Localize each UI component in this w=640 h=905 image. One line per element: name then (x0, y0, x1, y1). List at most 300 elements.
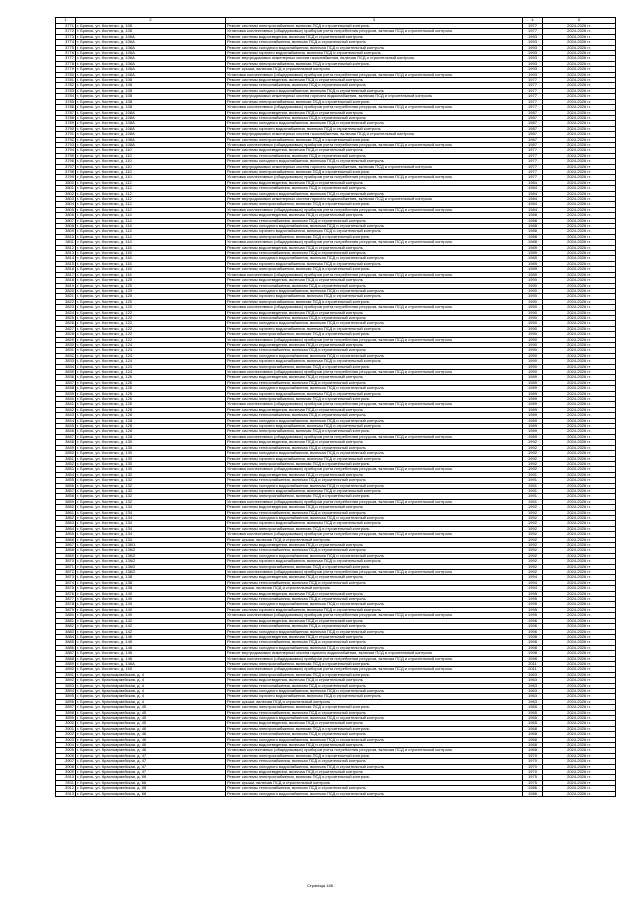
year-cell: 1984 (523, 197, 543, 202)
address-cell: г. Брянск, ул. Костенко, д. 146 (76, 634, 226, 639)
period-cell: 2024-2026 гг. (543, 780, 616, 785)
period-cell: 2024-2026 гг. (543, 348, 616, 353)
work-type-cell: Ремонт системы электроснабжения, включая ПСД и строительный контроль (226, 753, 523, 758)
year-cell: 1993 (523, 34, 543, 39)
year-cell: 1975 (523, 775, 543, 780)
year-cell: 1992 (523, 461, 543, 466)
row-index-cell: 3839 (56, 391, 76, 396)
work-type-cell: Ремонт системы водоотведения, включая ПСД и строительный контроль (226, 375, 523, 380)
row-index-cell: 3910 (56, 775, 76, 780)
work-type-cell: Ремонт системы холодного водоснабжения, включая ПСД и строительный контроль (226, 121, 523, 126)
year-cell: 1986 (523, 791, 543, 796)
work-type-cell: Ремонт системы холодного водоснабжения, включая ПСД и строительный контроль (226, 191, 523, 196)
period-cell: 2024-2026 гг. (543, 710, 616, 715)
table-row (56, 672, 616, 677)
period-cell: 2024-2026 гг. (543, 661, 616, 666)
address-cell: г. Брянск, ул. Костенко, д. 110 (76, 169, 226, 174)
period-cell: 2024-2026 гг. (543, 716, 616, 721)
work-type-cell: Ремонт системы горячего водоснабжения, включая ПСД и строительный контроль (226, 229, 523, 234)
period-cell: 2024-2026 гг. (543, 94, 616, 99)
row-index-cell: 3858 (56, 494, 76, 499)
period-cell: 2024-2026 гг. (543, 451, 616, 456)
work-type-cell: Ремонт системы электроснабжения, включая ПСД и строительный контроль (226, 775, 523, 780)
year-cell: 1998 (523, 651, 543, 656)
year-cell: 1977 (523, 99, 543, 104)
work-type-cell: Установка коллективных (общедомовых) приборов учета потребления ресурсов, включая ПСД и строительный контроль (226, 667, 523, 672)
work-type-cell: Ремонт системы холодного водоснабжения, включая ПСД и строительный контроль (226, 737, 523, 742)
row-index-cell: 3875 (56, 586, 76, 591)
row-index-cell: 3865 (56, 532, 76, 537)
period-cell: 2024-2026 гг. (543, 586, 616, 591)
year-cell: 1989 (523, 418, 543, 423)
row-index-cell: 3854 (56, 472, 76, 477)
row-index-cell: 3899 (56, 716, 76, 721)
row-index-cell: 3811 (56, 240, 76, 245)
work-type-cell: Установка коллективных (общедомовых) приборов учета потребления ресурсов, включая ПСД и строительный контроль (226, 613, 523, 618)
period-cell: 2024-2026 гг. (543, 764, 616, 769)
table-row (56, 721, 616, 726)
period-cell: 2024-2026 гг. (543, 315, 616, 320)
work-type-cell: Установка коллективных (общедомовых) приборов учета потребления ресурсов, включая ПСД и строительный контроль (226, 434, 523, 439)
address-cell: г. Брянск, ул. Красноармейская, д. 4 (76, 683, 226, 688)
address-cell: г. Брянск, ул. Красноармейская, д. 4 (76, 694, 226, 699)
address-cell: г. Брянск, ул. Костенко, д. 124 (76, 353, 226, 358)
work-type-cell: Ремонт системы теплоснабжения, включая ПСД и строительный контроль (226, 40, 523, 45)
work-type-cell: Ремонт системы электроснабжения, включая ПСД и строительный контроль (226, 705, 523, 710)
row-index-cell: 3822 (56, 299, 76, 304)
table-row (56, 775, 616, 780)
work-type-cell: Ремонт системы водоотведения, включая ПСД и строительный контроль (226, 618, 523, 623)
year-cell: 1989 (523, 256, 543, 261)
program-table-body (56, 18, 616, 797)
year-cell: 1977 (523, 105, 543, 110)
year-cell: 1977 (523, 164, 543, 169)
period-cell: 2024-2026 гг. (543, 213, 616, 218)
period-cell: 2024-2026 гг. (543, 624, 616, 629)
year-cell: 1977 (523, 29, 543, 34)
row-index-cell: 3823 (56, 305, 76, 310)
row-index-cell: 3794 (56, 148, 76, 153)
period-cell: 2024-2026 гг. (543, 732, 616, 737)
work-type-cell: Установка коллективных (общедомовых) приборов учета потребления ресурсов, включая ПСД и строительный контроль (226, 142, 523, 147)
address-cell: г. Брянск, ул. Костенко, д. 136/2 (76, 570, 226, 575)
year-cell: 1975 (523, 780, 543, 785)
year-cell: 1988 (523, 218, 543, 223)
period-cell: 2024-2026 гг. (543, 380, 616, 385)
period-cell: 2024-2026 гг. (543, 597, 616, 602)
work-type-cell: Ремонт системы теплоснабжения, включая ПСД и строительный контроль (226, 478, 523, 483)
work-type-cell: Ремонт системы теплоснабжения, включая ПСД и строительный контроль (226, 445, 523, 450)
year-cell: 1989 (523, 424, 543, 429)
year-cell: 1965 (523, 705, 543, 710)
year-cell: 1992 (523, 467, 543, 472)
work-type-cell: Ремонт внутридомовых инженерных систем газоснабжения, включая ПСД и строительный контроль (226, 56, 523, 61)
row-index-cell: 3844 (56, 418, 76, 423)
row-index-cell: 3832 (56, 353, 76, 358)
row-index-cell: 3904 (56, 743, 76, 748)
period-cell: 2024-2026 гг. (543, 288, 616, 293)
work-type-cell: Ремонт системы горячего водоснабжения, включая ПСД и строительный контроль (226, 261, 523, 266)
row-index-cell: 3834 (56, 364, 76, 369)
year-cell: 1989 (523, 391, 543, 396)
row-index-cell: 3781 (56, 78, 76, 83)
address-cell: г. Брянск, ул. Костенко, д. 140 (76, 597, 226, 602)
address-cell: г. Брянск, ул. Костенко, д. 130 (76, 456, 226, 461)
address-cell: г. Брянск, ул. Костенко, д. 130 (76, 467, 226, 472)
address-cell: г. Брянск, ул. Костенко, д. 130 (76, 445, 226, 450)
period-cell: 2024-2026 гг. (543, 110, 616, 115)
row-index-cell: 3862 (56, 515, 76, 520)
work-type-cell: Ремонт внутридомовых инженерных систем горячего водоснабжения, включая ПСД и строительный контроль (226, 164, 523, 169)
period-cell: 2024-2026 гг. (543, 591, 616, 596)
period-cell: 2024-2026 гг. (543, 440, 616, 445)
address-cell: г. Брянск, ул. Костенко, д. 110 (76, 159, 226, 164)
year-cell: 1989 (523, 272, 543, 277)
table-row (56, 791, 616, 796)
work-type-cell: Ремонт системы холодного водоснабжения, включая ПСД и строительный контроль (226, 288, 523, 293)
address-cell: г. Брянск, ул. Костенко, д. 124 (76, 359, 226, 364)
row-index-cell: 3889 (56, 661, 76, 666)
period-cell: 2024-2026 гг. (543, 526, 616, 531)
work-type-cell: Ремонт системы электроснабжения, включая ПСД и строительный контроль (226, 137, 523, 142)
period-cell: 2024-2026 гг. (543, 278, 616, 283)
address-cell: г. Брянск, ул. Костенко, д. 132 (76, 494, 226, 499)
period-cell: 2024-2026 гг. (543, 505, 616, 510)
period-cell: 2024-2026 гг. (543, 413, 616, 418)
row-index-cell: 3893 (56, 683, 76, 688)
row-index-cell: 3779 (56, 67, 76, 72)
row-index-cell: 3789 (56, 121, 76, 126)
table-row (56, 743, 616, 748)
period-cell: 2024-2026 гг. (543, 386, 616, 391)
period-cell: 2024-2026 гг. (543, 202, 616, 207)
address-cell: г. Брянск, ул. Красноармейская, д. 4 (76, 678, 226, 683)
year-cell: 1977 (523, 83, 543, 88)
work-type-cell: Ремонт системы электроснабжения, включая ПСД и строительный контроль (226, 299, 523, 304)
period-cell: 2024-2026 гг. (543, 153, 616, 158)
year-cell: 1984 (523, 207, 543, 212)
address-cell: г. Брянск, ул. Костенко, д. 146А (76, 661, 226, 666)
work-type-cell: Установка коллективных (общедомовых) приборов учета потребления ресурсов, включая ПСД и строительный контроль (226, 272, 523, 277)
period-cell: 2024-2026 гг. (543, 310, 616, 315)
period-cell: 2024-2026 гг. (543, 564, 616, 569)
period-cell: 2024-2026 гг. (543, 121, 616, 126)
year-cell: 1984 (523, 186, 543, 191)
work-type-cell: Ремонт системы электроснабжения, включая ПСД и строительный контроль (226, 169, 523, 174)
row-index-cell: 3778 (56, 61, 76, 66)
row-index-cell: 3852 (56, 461, 76, 466)
row-index-cell: 3888 (56, 656, 76, 661)
address-cell: г. Брянск, ул. Костенко, д. 120 (76, 305, 226, 310)
work-type-cell: Установка коллективных (общедомовых) приборов учета потребления ресурсов, включая ПСД и строительный контроль (226, 240, 523, 245)
year-cell: 1989 (523, 261, 543, 266)
row-index-cell: 3842 (56, 407, 76, 412)
address-cell: г. Брянск, ул. Красноармейская, д. 47 (76, 770, 226, 775)
address-cell: г. Брянск, ул. Костенко, д. 110 (76, 148, 226, 153)
period-cell: 2024-2026 гг. (543, 667, 616, 672)
year-cell: 1977 (523, 148, 543, 153)
work-type-cell: Ремонт системы холодного водоснабжения, включая ПСД и строительный контроль (226, 553, 523, 558)
year-cell: 1994 (523, 586, 543, 591)
row-index-cell: 3831 (56, 348, 76, 353)
row-index-cell: 3857 (56, 488, 76, 493)
row-index-cell: 3826 (56, 321, 76, 326)
address-cell: г. Брянск, ул. Костенко, д. 108 (76, 94, 226, 99)
row-index-cell: 3867 (56, 543, 76, 548)
work-type-cell: Ремонт системы холодного водоснабжения, включая ПСД и строительный контроль (226, 688, 523, 693)
row-index-cell: 3840 (56, 397, 76, 402)
row-index-cell: 3873 (56, 575, 76, 580)
work-type-cell: Ремонт системы водоотведения, включая ПСД и строительный контроль (226, 245, 523, 250)
row-index-cell: 3879 (56, 607, 76, 612)
period-cell: 2024-2026 гг. (543, 321, 616, 326)
period-cell: 2024-2026 гг. (543, 353, 616, 358)
row-index-cell: 3806 (56, 213, 76, 218)
column-number: 2 (76, 18, 226, 24)
work-type-cell: Ремонт системы водоотведения, включая ПСД и строительный контроль (226, 440, 523, 445)
address-cell: г. Брянск, ул. Костенко, д. 106 (76, 24, 226, 29)
address-cell: г. Брянск, ул. Костенко, д. 130 (76, 461, 226, 466)
row-index-cell: 3799 (56, 175, 76, 180)
work-type-cell: Ремонт системы холодного водоснабжения, включая ПСД и строительный контроль (226, 791, 523, 796)
period-cell: 2024-2026 гг. (543, 770, 616, 775)
work-type-cell: Ремонт крыши, включая ПСД и строительный контроль (226, 780, 523, 785)
address-cell: г. Брянск, ул. Костенко, д. 116 (76, 251, 226, 256)
address-cell: г. Брянск, ул. Костенко, д. 132 (76, 478, 226, 483)
row-index-cell: 3905 (56, 748, 76, 753)
row-index-cell: 3804 (56, 202, 76, 207)
year-cell: 1990 (523, 337, 543, 342)
row-index-cell: 3883 (56, 629, 76, 634)
year-cell: 1990 (523, 299, 543, 304)
year-cell: 1995 (523, 602, 543, 607)
address-cell: г. Брянск, ул. Красноармейская, д. 4 (76, 688, 226, 693)
period-cell: 2024-2026 гг. (543, 548, 616, 553)
period-cell: 2024-2026 гг. (543, 34, 616, 39)
period-cell: 2024-2026 гг. (543, 326, 616, 331)
table-row (56, 764, 616, 769)
year-cell: 1994 (523, 575, 543, 580)
row-index-cell: 3855 (56, 478, 76, 483)
work-type-cell: Ремонт системы электроснабжения, включая ПСД и строительный контроль (226, 332, 523, 337)
work-type-cell: Ремонт внутридомовых инженерных систем горячего водоснабжения, включая ПСД и строительный контроль (226, 94, 523, 99)
row-index-cell: 3884 (56, 634, 76, 639)
column-number: 1 (56, 18, 76, 24)
address-cell: г. Брянск, ул. Костенко, д. 138 (76, 580, 226, 585)
work-type-cell: Ремонт системы электроснабжения, включая ПСД и строительный контроль (226, 397, 523, 402)
work-type-cell: Ремонт системы горячего водоснабжения, включая ПСД и строительный контроль (226, 607, 523, 612)
address-cell: г. Брянск, ул. Костенко, д. 116 (76, 245, 226, 250)
address-cell: г. Брянск, ул. Костенко, д. 114 (76, 218, 226, 223)
address-cell: г. Брянск, ул. Костенко, д. 116 (76, 256, 226, 261)
row-index-cell: 3853 (56, 467, 76, 472)
address-cell: г. Брянск, ул. Костенко, д. 146 (76, 651, 226, 656)
work-type-cell: Ремонт системы электроснабжения, включая ПСД и строительный контроль (226, 526, 523, 531)
year-cell: 1991 (523, 472, 543, 477)
work-type-cell: Ремонт системы электроснабжения, включая ПСД и строительный контроль (226, 672, 523, 677)
period-cell: 2024-2026 гг. (543, 618, 616, 623)
work-type-cell: Ремонт системы электроснабжения, включая ПСД и строительный контроль (226, 202, 523, 207)
year-cell: 1984 (523, 180, 543, 185)
address-cell: г. Брянск, ул. Костенко, д. 120 (76, 288, 226, 293)
work-type-cell: Ремонт системы водоотведения, включая ПСД и строительный контроль (226, 407, 523, 412)
row-index-cell: 3774 (56, 40, 76, 45)
year-cell: 1963 (523, 672, 543, 677)
year-cell: 1990 (523, 278, 543, 283)
row-index-cell: 3835 (56, 370, 76, 375)
work-type-cell: Ремонт системы электроснабжения, включая ПСД и строительный контроль (226, 99, 523, 104)
year-cell: 1968 (523, 737, 543, 742)
year-cell: 1968 (523, 732, 543, 737)
year-cell: 1990 (523, 364, 543, 369)
year-cell: 1989 (523, 434, 543, 439)
row-index-cell: 3833 (56, 359, 76, 364)
period-cell: 2024-2026 гг. (543, 629, 616, 634)
address-cell: г. Брянск, ул. Костенко, д. 138 (76, 575, 226, 580)
work-type-cell: Ремонт системы электроснабжения, включая ПСД и строительный контроль (226, 564, 523, 569)
address-cell: г. Брянск, ул. Костенко, д. 136/2 (76, 564, 226, 569)
work-type-cell: Установка коллективных (общедомовых) приборов учета потребления ресурсов, включая ПСД и строительный контроль (226, 207, 523, 212)
row-index-cell: 3825 (56, 315, 76, 320)
year-cell: 1990 (523, 310, 543, 315)
row-index-cell: 3864 (56, 526, 76, 531)
period-cell: 2024-2026 гг. (543, 775, 616, 780)
row-index-cell: 3887 (56, 651, 76, 656)
work-type-cell: Ремонт системы холодного водоснабжения, включая ПСД и строительный контроль (226, 45, 523, 50)
year-cell: 1989 (523, 429, 543, 434)
row-index-cell: 3860 (56, 505, 76, 510)
year-cell: 1988 (523, 224, 543, 229)
row-index-cell: 3847 (56, 434, 76, 439)
year-cell: 1994 (523, 580, 543, 585)
address-cell: г. Брянск, ул. Костенко, д. 116 (76, 267, 226, 272)
row-index-cell: 3866 (56, 537, 76, 542)
table-row (56, 726, 616, 731)
address-cell: г. Брянск, ул. Костенко, д. 120 (76, 278, 226, 283)
year-cell: 1992 (523, 451, 543, 456)
row-index-cell: 3812 (56, 245, 76, 250)
row-index-cell: 3796 (56, 159, 76, 164)
work-type-cell: Ремонт системы теплоснабжения, включая ПСД и строительный контроль (226, 640, 523, 645)
address-cell: г. Брянск, ул. Костенко, д. 108 (76, 78, 226, 83)
period-cell: 2024-2026 гг. (543, 29, 616, 34)
row-index-cell: 3886 (56, 645, 76, 650)
year-cell: 1989 (523, 245, 543, 250)
address-cell: г. Брянск, ул. Костенко, д. 112 (76, 191, 226, 196)
period-cell: 2024-2026 гг. (543, 72, 616, 77)
period-cell: 2024-2026 гг. (543, 40, 616, 45)
year-cell: 1993 (523, 51, 543, 56)
address-cell: г. Брянск, ул. Костенко, д. 122 (76, 315, 226, 320)
period-cell: 2024-2026 гг. (543, 83, 616, 88)
year-cell: 1993 (523, 56, 543, 61)
address-cell: г. Брянск, ул. Костенко, д. 120 (76, 294, 226, 299)
year-cell: 1968 (523, 748, 543, 753)
year-cell: 1998 (523, 645, 543, 650)
period-cell: 2024-2026 гг. (543, 683, 616, 688)
work-type-cell: Ремонт системы теплоснабжения, включая ПСД и строительный контроль (226, 413, 523, 418)
row-index-cell: 3848 (56, 440, 76, 445)
address-cell: г. Брянск, ул. Костенко, д. 110 (76, 153, 226, 158)
address-cell: г. Брянск, ул. Костенко, д. 106А (76, 61, 226, 66)
period-cell: 2024-2026 гг. (543, 424, 616, 429)
work-type-cell: Ремонт системы теплоснабжения, включая ПСД и строительный контроль (226, 251, 523, 256)
row-index-cell: 3821 (56, 294, 76, 299)
row-index-cell: 3837 (56, 380, 76, 385)
address-cell: г. Брянск, ул. Костенко, д. 108А (76, 132, 226, 137)
row-index-cell: 3907 (56, 759, 76, 764)
period-cell: 2024-2026 гг. (543, 672, 616, 677)
year-cell: 1987 (523, 115, 543, 120)
year-cell: 1989 (523, 407, 543, 412)
row-index-cell: 3849 (56, 445, 76, 450)
work-type-cell: Ремонт системы электроснабжения, включая ПСД и строительный контроль (226, 661, 523, 666)
address-cell: г. Брянск, ул. Костенко, д. 140 (76, 591, 226, 596)
row-index-cell: 3772 (56, 29, 76, 34)
period-cell: 2024-2026 гг. (543, 532, 616, 537)
year-cell: 1989 (523, 375, 543, 380)
period-cell: 2024-2026 гг. (543, 429, 616, 434)
work-type-cell: Ремонт системы теплоснабжения, включая ПСД и строительный контроль (226, 624, 523, 629)
row-index-cell: 3890 (56, 667, 76, 672)
year-cell: 1995 (523, 613, 543, 618)
row-index-cell: 3906 (56, 753, 76, 758)
work-type-cell: Ремонт системы водоотведения, включая ПСД и строительный контроль (226, 770, 523, 775)
row-index-cell: 3859 (56, 499, 76, 504)
row-index-cell: 3773 (56, 34, 76, 39)
period-cell: 2024-2026 гг. (543, 132, 616, 137)
work-type-cell: Ремонт системы горячего водоснабжения, включая ПСД и строительный контроль (226, 559, 523, 564)
work-type-cell: Ремонт системы электроснабжения, включая ПСД и строительный контроль (226, 726, 523, 731)
work-type-cell: Ремонт системы электроснабжения, включая ПСД и строительный контроль (226, 364, 523, 369)
year-cell: 1992 (523, 521, 543, 526)
address-cell: г. Брянск, ул. Костенко, д. 108А (76, 110, 226, 115)
period-cell: 2024-2026 гг. (543, 407, 616, 412)
period-cell: 2024-2026 гг. (543, 488, 616, 493)
row-index-cell: 3801 (56, 186, 76, 191)
year-cell: 1992 (523, 456, 543, 461)
table-row (56, 688, 616, 693)
work-type-cell: Установка коллективных (общедомовых) приборов учета потребления ресурсов, включая ПСД и строительный контроль (226, 29, 523, 34)
address-cell: г. Брянск, ул. Костенко, д. 122 (76, 326, 226, 331)
row-index-cell: 3829 (56, 337, 76, 342)
address-cell: г. Брянск, ул. Красноармейская, д. 68 (76, 786, 226, 791)
year-cell: 1987 (523, 142, 543, 147)
work-type-cell: Ремонт крыши, включая ПСД и строительный контроль (226, 537, 523, 542)
work-type-cell: Ремонт системы теплоснабжения, включая ПСД и строительный контроль (226, 710, 523, 715)
period-cell: 2024-2026 гг. (543, 402, 616, 407)
work-type-cell: Ремонт системы электроснабжения, включая ПСД и строительный контроль (226, 61, 523, 66)
work-type-cell: Ремонт системы горячего водоснабжения, включая ПСД и строительный контроль (226, 456, 523, 461)
year-cell: 1990 (523, 370, 543, 375)
year-cell: 1998 (523, 640, 543, 645)
row-index-cell: 3838 (56, 386, 76, 391)
period-cell: 2024-2026 гг. (543, 272, 616, 277)
work-type-cell: Ремонт системы водоотведения, включая ПСД и строительный контроль (226, 110, 523, 115)
row-index-cell: 3788 (56, 115, 76, 120)
table-row (56, 705, 616, 710)
period-cell: 2024-2026 гг. (543, 726, 616, 731)
period-cell: 2024-2026 гг. (543, 634, 616, 639)
period-cell: 2024-2026 гг. (543, 461, 616, 466)
row-index-cell: 3777 (56, 56, 76, 61)
period-cell: 2024-2026 гг. (543, 434, 616, 439)
year-cell: 1992 (523, 505, 543, 510)
year-cell: 1984 (523, 202, 543, 207)
work-type-cell: Ремонт системы водоотведения, включая ПСД и строительный контроль (226, 721, 523, 726)
year-cell: 1995 (523, 607, 543, 612)
address-cell: г. Брянск, ул. Костенко, д. 142 (76, 618, 226, 623)
